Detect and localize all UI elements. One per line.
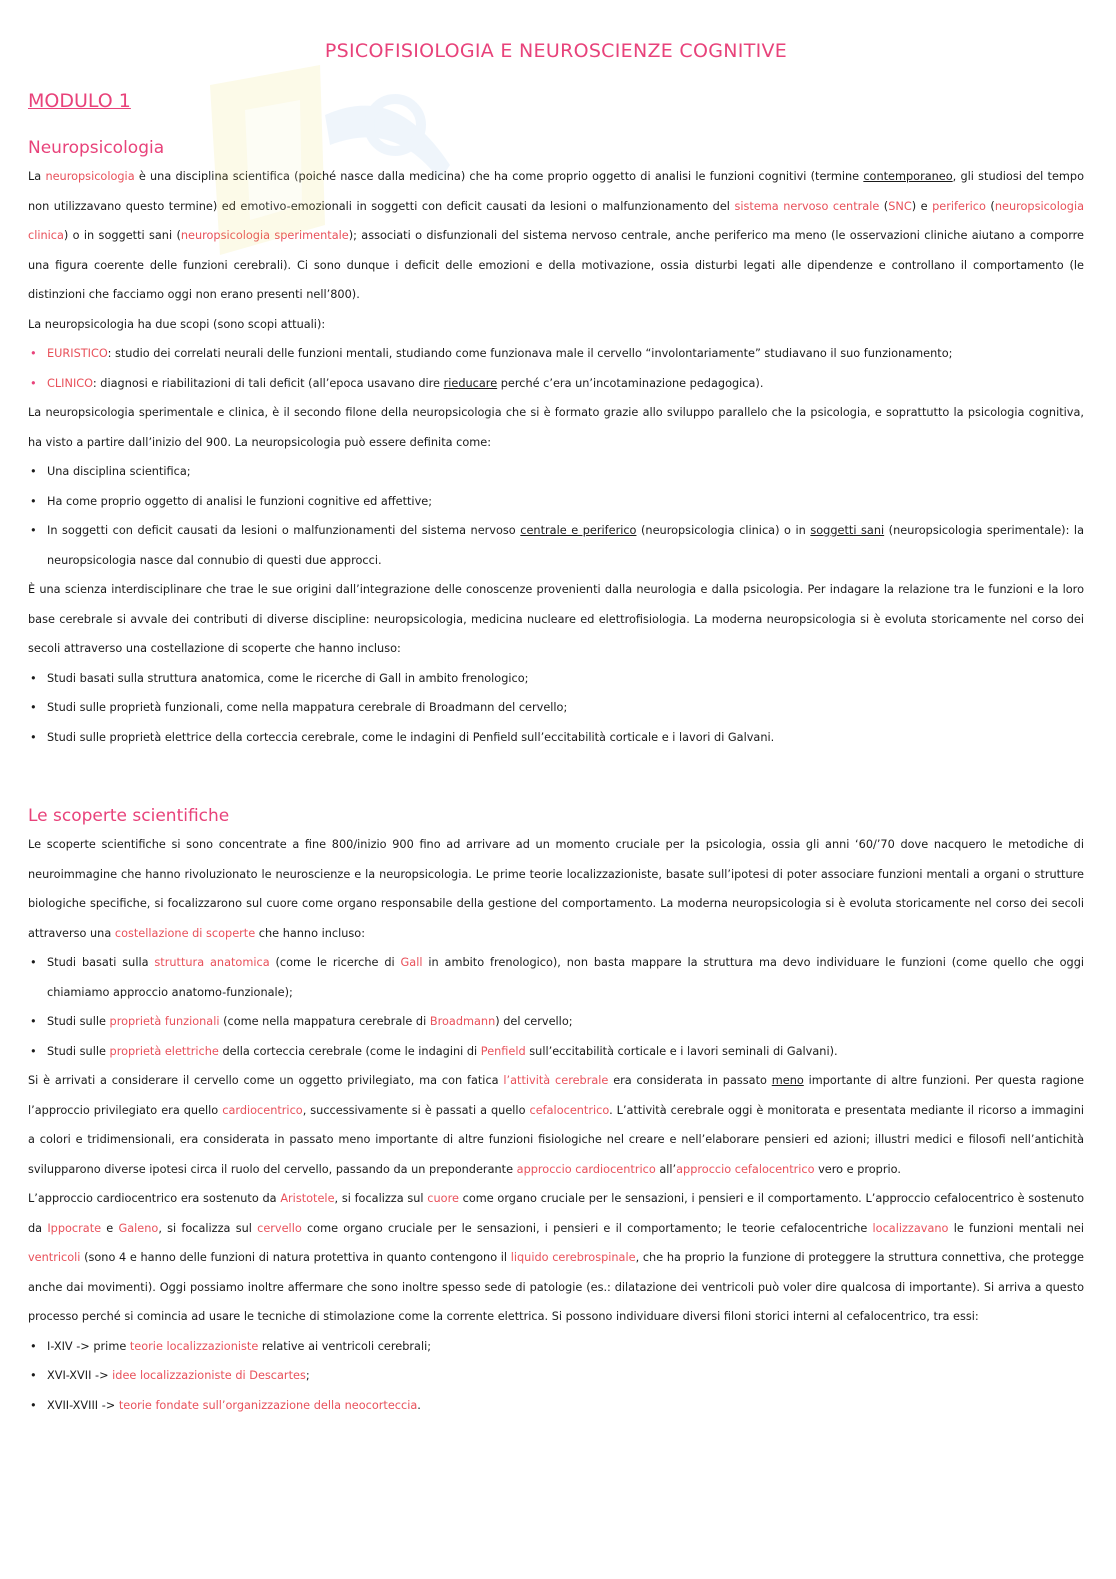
text-run: I-XIV -> prime bbox=[47, 1339, 130, 1353]
text-run: Studi sulle bbox=[47, 1044, 110, 1058]
text-run: Studi basati sulla struttura anatomica, come le ricerche di Gall in ambito frenologico; bbox=[47, 671, 529, 685]
highlighted-term: Ippocrate bbox=[47, 1221, 102, 1235]
underlined-term: soggetti sani bbox=[810, 524, 885, 537]
paragraph bbox=[28, 1066, 1084, 1184]
text-run: che hanno incluso: bbox=[255, 926, 366, 940]
bullet-item bbox=[28, 1007, 1084, 1037]
bullet-item bbox=[28, 1361, 1084, 1391]
text-run: della corteccia cerebrale (come le indagini di bbox=[218, 1044, 481, 1058]
text-run: La neuropsicologia ha due scopi (sono scopi attuali): bbox=[28, 317, 326, 331]
bullet-item bbox=[28, 693, 1084, 723]
bullet-item bbox=[28, 516, 1084, 575]
text-run: , gli studiosi del tempo non utilizzavano questo termine) ed emotivo-emozionali in soggetti con deficit causati da lesioni o malfunzionamento del bbox=[28, 170, 1085, 213]
paragraph bbox=[28, 310, 1084, 340]
text-run: : diagnosi e riabilitazioni di tali deficit (all’epoca usavano dire bbox=[92, 376, 444, 390]
text-run: , si focalizza sul bbox=[158, 1221, 258, 1235]
text-run: . bbox=[417, 1398, 421, 1412]
highlighted-term: proprietà funzionali bbox=[109, 1015, 220, 1028]
highlighted-term: teorie localizzazioniste bbox=[129, 1339, 259, 1353]
highlighted-term: Broadmann bbox=[429, 1015, 496, 1028]
highlighted-term: Aristotele bbox=[280, 1192, 335, 1205]
highlighted-term: l’attività cerebrale bbox=[503, 1074, 609, 1087]
highlighted-term: Penfield bbox=[480, 1044, 526, 1058]
highlighted-term: periferico bbox=[932, 199, 986, 213]
bullet-item bbox=[28, 1332, 1084, 1362]
text-run: come organo cruciale per le sensazioni, i pensieri e il comportamento; le teorie cefalocentriche bbox=[301, 1221, 873, 1235]
text-run: , che ha proprio la funzione di proteggere la struttura connettiva, che protegge anche dai movimenti). Oggi possiamo inoltre affermare che sono inoltre spesso sede di patologie (es.: dilatazione dei ventricoli può voler dire qualcosa di importante). Si arriva a questo processo perché si comincia ad usare le tecniche di stimolazione come la corrente elettrica. Si possono individuare diversi filoni storici interni al cefalocentrico, tra essi: bbox=[28, 1251, 1084, 1323]
bullet-item bbox=[28, 457, 1084, 487]
bullet-item bbox=[28, 487, 1084, 517]
highlighted-term: teorie fondate sull’organizzazione della neocorteccia bbox=[118, 1398, 418, 1412]
text-run: , successivamente si è passati a quello bbox=[302, 1103, 530, 1117]
text-run: Le scoperte scientifiche si sono concentrate a fine 800/inizio 900 fino ad arrivare ad un momento cruciale per la psicologia, ossia gli anni ‘60/’70 dove nacquero le metodiche di neuroimmagine che hanno rivoluzionato le neuroscienze e la neuropsicologia. Le prime teorie localizzazioniste, basate sull’ipotesi di poter associare funzioni mentali a organi o strutture biologiche specifiche, si focalizzarono sul cuore come organo responsabile della gestione del comportamento. La moderna neuropsicologia si è evoluta storicamente nel corso dei secoli attraverso una bbox=[28, 838, 1084, 940]
text-run: ) del cervello; bbox=[495, 1015, 573, 1028]
text-run: ) o in soggetti sani ( bbox=[63, 229, 181, 242]
highlighted-term: approccio cardiocentrico bbox=[516, 1162, 656, 1176]
text-run: Studi sulle proprietà elettrice della corteccia cerebrale, come le indagini di Penfield sull’eccitabilità corticale e i lavori di Galvani. bbox=[47, 730, 775, 744]
section-title: Neuropsicologia bbox=[28, 138, 165, 158]
highlighted-term: Gall bbox=[400, 956, 423, 969]
highlighted-term: cefalocentrico bbox=[529, 1103, 610, 1117]
text-run: come organo cruciale per le sensazioni, i pensieri e il comportamento. L’approccio cefalocentrico è sostenuto da bbox=[28, 1192, 1084, 1235]
underlined-term: rieducare bbox=[443, 376, 498, 390]
paragraph bbox=[28, 1184, 1084, 1332]
paragraph bbox=[28, 398, 1084, 457]
bullet-item bbox=[28, 664, 1084, 694]
bullet-item bbox=[28, 948, 1084, 1007]
underlined-term: centrale e periferico bbox=[520, 524, 637, 537]
highlighted-term: idee localizzazioniste di Descartes bbox=[112, 1369, 306, 1382]
text-run: all’ bbox=[655, 1162, 677, 1176]
text-run: importante di altre funzioni. Per questa ragione l’approccio privilegiato era quello bbox=[28, 1074, 1084, 1117]
highlighted-term: liquido cerebrospinale bbox=[510, 1251, 636, 1264]
paragraph bbox=[28, 162, 1084, 310]
text-run: ) e bbox=[911, 199, 933, 213]
highlighted-term: Galeno bbox=[118, 1221, 159, 1235]
text-run: Una disciplina scientifica; bbox=[47, 465, 191, 478]
text-run: : studio dei correlati neurali delle funzioni mentali, studiando come funzionava male il cervello “involontariamente” studiavano il suo funzionamento; bbox=[107, 347, 953, 360]
text-run: ); associati o disfunzionali del sistema nervoso centrale, anche periferico ma meno (le osservazioni cliniche aiutano a comporre una figura coerente delle funzioni cerebrali). Ci sono dunque i deficit delle emozioni e della motivazione, ossia disturbi legati alle dipendenze e controllano il comportamento (le distinzioni che facciamo oggi non erano presenti nell’800). bbox=[28, 229, 1084, 301]
underlined-term: contemporaneo bbox=[863, 170, 953, 183]
text-run: era considerata in passato bbox=[608, 1074, 772, 1087]
text-run: in ambito frenologico), non basta mappare la struttura ma devo individuare le funzioni (come quello che oggi chiamiamo approccio anatomo-funzionale); bbox=[47, 956, 1085, 999]
highlighted-term: cardiocentrico bbox=[222, 1103, 303, 1117]
text-run: vero e proprio. bbox=[814, 1162, 901, 1176]
text-run: Si è arrivati a considerare il cervello come un oggetto privilegiato, ma con fatica bbox=[28, 1074, 504, 1087]
text-run: (neuropsicologia sperimentale): la neuropsicologia nasce dal connubio di questi due approcci. bbox=[47, 524, 1084, 567]
highlighted-term: CLINICO bbox=[47, 376, 93, 390]
text-run: ( bbox=[985, 199, 995, 213]
text-run: XVI-XVII -> bbox=[47, 1369, 113, 1382]
text-run: perché c’era un’incotaminazione pedagogica). bbox=[497, 376, 764, 390]
section-2 bbox=[28, 806, 1084, 1420]
highlighted-term: neuropsicologia bbox=[45, 170, 135, 183]
text-run: (sono 4 e hanno delle funzioni di natura protettiva in quanto contengono il bbox=[80, 1251, 511, 1264]
text-run: ; bbox=[305, 1369, 310, 1382]
document-title: PSICOFISIOLOGIA E NEUROSCIENZE COGNITIVE bbox=[324, 40, 788, 62]
text-run: . L’attività cerebrale oggi è monitorata e presentata mediante il ricorso a immagini a colori e tridimensionali, era considerata in passato meno importante di altre funzioni fisiologiche nel creare e nell’elaborare pensieri ed azioni; illustri medici e filosofi nell’antichità svilupparono diverse ipotesi circa il ruolo del cervello, passando da un preponderante bbox=[28, 1103, 1084, 1176]
paragraph bbox=[28, 830, 1084, 948]
text-run: Studi sulle bbox=[47, 1015, 110, 1028]
paragraph bbox=[28, 575, 1084, 664]
text-run: è una disciplina scientifica (poiché nasce dalla medicina) che ha come proprio oggetto di analisi le funzioni cognitivi (termine bbox=[134, 170, 864, 183]
text-run: (come nella mappatura cerebrale di bbox=[219, 1015, 430, 1028]
highlighted-term: neuropsicologia clinica bbox=[28, 199, 1085, 242]
text-run: relative ai ventricoli cerebrali; bbox=[258, 1339, 432, 1353]
highlighted-term: cervello bbox=[257, 1221, 302, 1235]
text-run: (come le ricerche di bbox=[269, 956, 401, 969]
text-run: La bbox=[28, 170, 46, 183]
highlighted-term: EURISTICO bbox=[47, 347, 108, 360]
bullet-item bbox=[28, 723, 1084, 753]
text-run: Studi basati sulla bbox=[47, 956, 155, 969]
highlighted-term: ventricoli bbox=[28, 1251, 81, 1264]
highlighted-term: SNC bbox=[888, 199, 912, 213]
bullet-item bbox=[28, 339, 1084, 369]
text-run: e bbox=[101, 1221, 119, 1235]
highlighted-term: localizzavano bbox=[872, 1221, 949, 1235]
text-run: ( bbox=[879, 199, 889, 213]
text-run: Ha come proprio oggetto di analisi le funzioni cognitive ed affettive; bbox=[47, 494, 433, 508]
sections-container bbox=[28, 138, 1084, 1420]
section-title: Le scoperte scientifiche bbox=[28, 806, 230, 826]
text-run: La neuropsicologia sperimentale e clinica, è il secondo filone della neuropsicologia che si è formato grazie allo sviluppo parallelo che la psicologia, e soprattutto la psicologia cognitiva, ha visto a partire dall’inizio del 900. La neuropsicologia può essere definita come: bbox=[28, 406, 1084, 449]
text-run: È una scienza interdisciplinare che trae le sue origini dall’integrazione delle conoscenze provenienti dalla neurologia e dalla psicologia. Per indagare la relazione tra le funzioni e la loro base cerebrale si avvale dei contributi di diverse discipline: neuropsicologia, medicina nucleare ed elettrofisiologia. La moderna neuropsicologia si è evoluta storicamente nel corso dei secoli attraverso una costellazione di scoperte che hanno incluso: bbox=[28, 583, 1084, 655]
text-run: , si focalizza sul bbox=[334, 1192, 428, 1205]
highlighted-term: struttura anatomica bbox=[154, 956, 270, 969]
highlighted-term: cuore bbox=[427, 1192, 459, 1205]
module-heading: MODULO 1 bbox=[28, 90, 131, 112]
bullet-item bbox=[28, 1391, 1084, 1421]
text-run: (neuropsicologia clinica) o in bbox=[636, 524, 811, 537]
highlighted-term: sistema nervoso centrale bbox=[734, 199, 880, 213]
highlighted-term: approccio cefalocentrico bbox=[676, 1162, 815, 1176]
highlighted-term: proprietà elettriche bbox=[109, 1044, 219, 1058]
highlighted-term: costellazione di scoperte bbox=[114, 926, 256, 940]
underlined-term: meno bbox=[771, 1074, 804, 1087]
text-run: le funzioni mentali nei bbox=[948, 1221, 1085, 1235]
bullet-item bbox=[28, 369, 1084, 399]
highlighted-term: neuropsicologia sperimentale bbox=[180, 229, 349, 242]
text-run: Studi sulle proprietà funzionali, come nella mappatura cerebrale di Broadmann del cervello; bbox=[47, 701, 568, 714]
section-1 bbox=[28, 138, 1084, 752]
bullet-item bbox=[28, 1037, 1084, 1067]
text-run: In soggetti con deficit causati da lesioni o malfunzionamenti del sistema nervoso bbox=[47, 524, 521, 537]
text-run: sull’eccitabilità corticale e i lavori seminali di Galvani). bbox=[525, 1044, 838, 1058]
text-run: XVII-XVIII -> bbox=[47, 1398, 119, 1412]
text-run: L’approccio cardiocentrico era sostenuto da bbox=[28, 1192, 281, 1205]
